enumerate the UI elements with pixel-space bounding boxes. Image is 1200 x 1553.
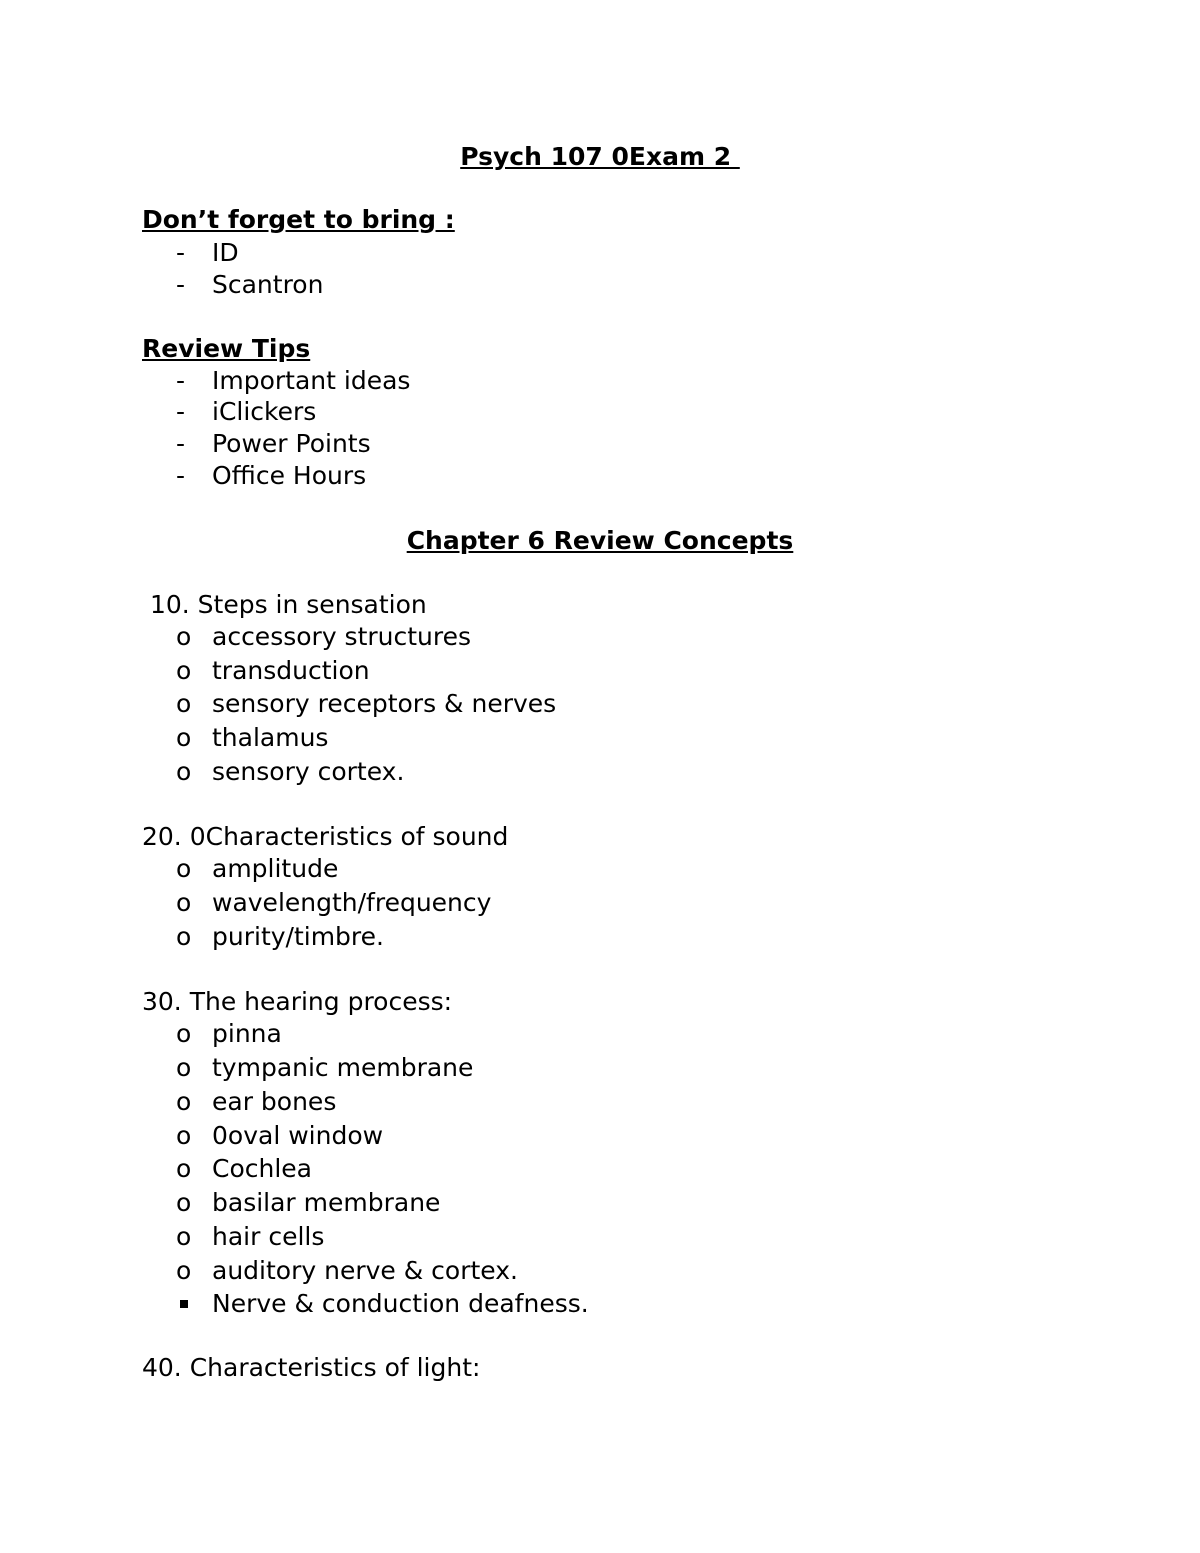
dash-bullet: - (176, 366, 186, 395)
circle-bullet: o (176, 1121, 192, 1150)
list-item (0, 237, 900, 269)
list-item (0, 396, 900, 428)
dash-bullet: - (176, 429, 186, 458)
list-item (0, 1052, 900, 1084)
circle-bullet: o (176, 922, 192, 951)
list-item-text: sensory receptors & nerves (212, 689, 557, 718)
section-label: 40. Characteristics of light: (142, 1353, 481, 1382)
list-item (0, 269, 900, 301)
list-item-text: hair cells (212, 1222, 325, 1251)
circle-bullet: o (176, 854, 192, 883)
list-item (0, 722, 900, 754)
list-item (0, 853, 900, 885)
circle-bullet: o (176, 888, 192, 917)
bring-heading: Don’t forget to bring : (142, 205, 455, 234)
list-item (0, 1255, 900, 1287)
dash-bullet: - (176, 461, 186, 490)
list-item (0, 921, 900, 953)
document-title: Psych 107 0Exam 2 (460, 142, 740, 171)
list-item (0, 1187, 900, 1219)
circle-bullet: o (176, 757, 192, 786)
list-item-text: Office Hours (212, 461, 367, 490)
list-item-text: Scantron (212, 270, 324, 299)
circle-bullet: o (176, 1154, 192, 1183)
dash-bullet: - (176, 397, 186, 426)
list-item (0, 688, 900, 720)
circle-bullet: o (176, 723, 192, 752)
list-item (0, 1288, 900, 1320)
circle-bullet: o (176, 1188, 192, 1217)
circle-bullet: o (176, 622, 192, 651)
dash-bullet: - (176, 270, 186, 299)
list-item (0, 887, 900, 919)
circle-bullet: o (176, 656, 192, 685)
list-item-text: sensory cortex. (212, 757, 405, 786)
list-item-text: iClickers (212, 397, 317, 426)
review-tips-heading: Review Tips (142, 334, 311, 363)
section-label: 20. 0Characteristics of sound (142, 822, 509, 851)
list-item (0, 756, 900, 788)
list-item-text: tympanic membrane (212, 1053, 474, 1082)
list-item-text: transduction (212, 656, 370, 685)
list-item-text: ear bones (212, 1087, 337, 1116)
circle-bullet: o (176, 689, 192, 718)
list-item-text: amplitude (212, 854, 339, 883)
list-item-text: purity/timbre. (212, 922, 384, 951)
section-label: 10. Steps in sensation (142, 590, 427, 619)
list-item (0, 655, 900, 687)
list-item-text: ID (212, 238, 239, 267)
list-item-text: auditory nerve & cortex. (212, 1256, 518, 1285)
circle-bullet: o (176, 1019, 192, 1048)
list-item (0, 1221, 900, 1253)
list-item (0, 621, 900, 653)
dash-bullet: - (176, 238, 186, 267)
square-bullet-icon (180, 1300, 188, 1308)
list-item (0, 1120, 900, 1152)
list-item-text: thalamus (212, 723, 329, 752)
list-item-text: accessory structures (212, 622, 472, 651)
chapter-heading: Chapter 6 Review Concepts (406, 526, 794, 555)
list-item-text: pinna (212, 1019, 282, 1048)
list-item (0, 460, 900, 492)
list-item (0, 1018, 900, 1050)
list-item-text: Cochlea (212, 1154, 312, 1183)
circle-bullet: o (176, 1053, 192, 1082)
list-item (0, 365, 900, 397)
list-item-text: Important ideas (212, 366, 411, 395)
circle-bullet: o (176, 1256, 192, 1285)
list-item-text: wavelength/frequency (212, 888, 492, 917)
list-item-text: 0oval window (212, 1121, 384, 1150)
list-item (0, 1086, 900, 1118)
circle-bullet: o (176, 1087, 192, 1116)
list-item-text: Nerve & conduction deafness. (212, 1289, 589, 1318)
list-item-text: Power Points (212, 429, 371, 458)
list-item (0, 428, 900, 460)
section-label: 30. The hearing process: (142, 987, 453, 1016)
circle-bullet: o (176, 1222, 192, 1251)
list-item-text: basilar membrane (212, 1188, 441, 1217)
list-item (0, 1153, 900, 1185)
